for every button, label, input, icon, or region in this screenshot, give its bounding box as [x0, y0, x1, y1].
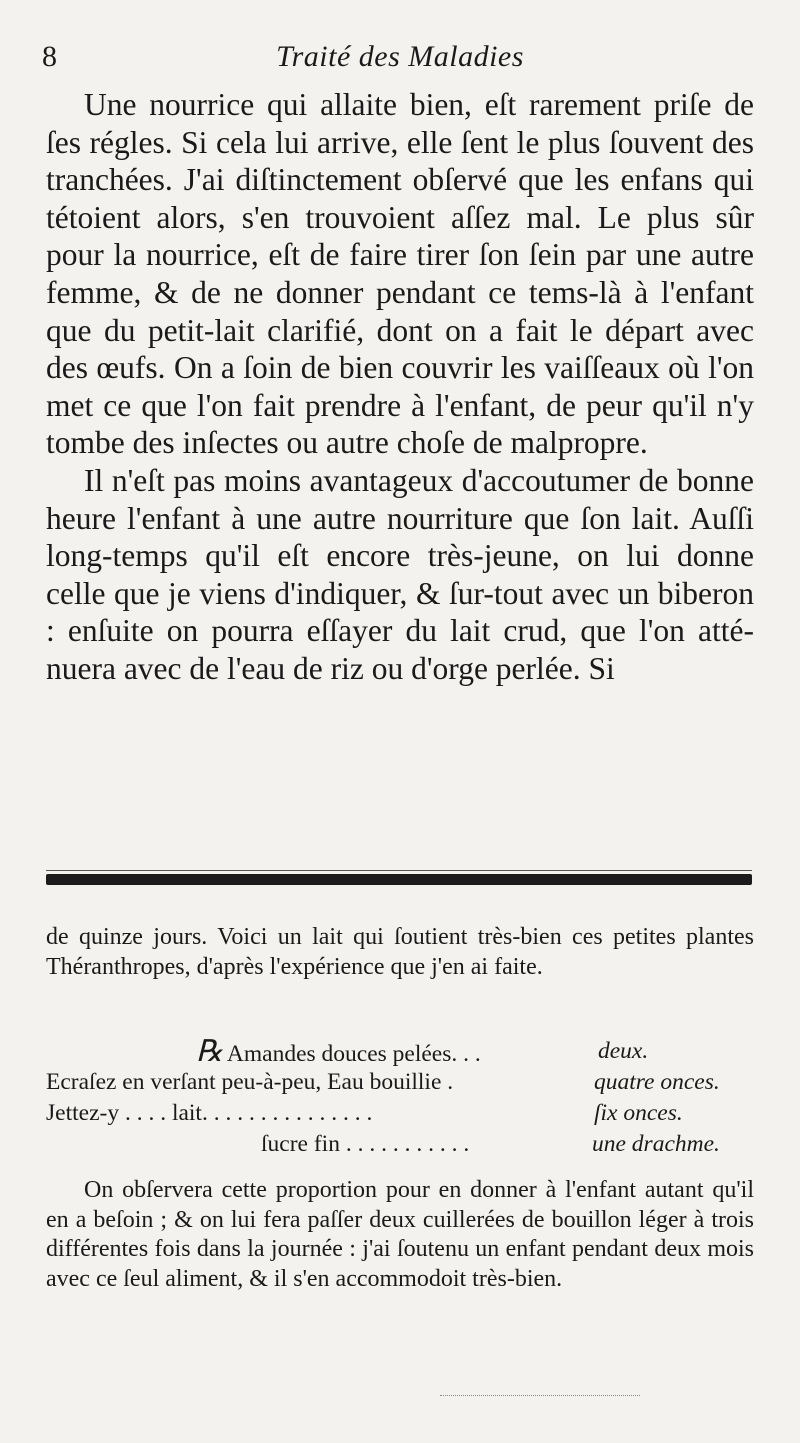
recipe-qty: deux.	[598, 1038, 649, 1064]
recipe-row-3	[46, 1098, 756, 1129]
recipe-row-2	[46, 1067, 756, 1098]
footnote-continued	[46, 1176, 754, 1294]
recipe	[46, 1036, 756, 1160]
recipe-label: ſucre fin . . . . . . . . . . .	[261, 1131, 470, 1157]
recipe-qty: ſix onces.	[594, 1100, 683, 1126]
recipe-label: Amandes douces pelées. . .	[226, 1041, 481, 1067]
footnote-rule	[46, 874, 752, 885]
footnote-continued-text: On obſervera cette proportion pour en donner à l'enfant autant qu'il en a beſoin ; & on lui fera paſſer deux cuillerées de bouillon léger à trois différentes fois dans la journée : j'ai ſoutenu un enfant pendant deux mois avec ce ſeul aliment, & il s'en accommodoit très-bien.	[46, 1177, 754, 1292]
main-text	[46, 86, 754, 688]
footnote-rule-thin	[46, 870, 752, 871]
recipe-label: Jettez-y . . . . lait. . . . . . . . . . . . . . .	[46, 1100, 373, 1126]
bottom-rule	[440, 1395, 640, 1397]
recipe-row-1	[46, 1036, 756, 1067]
footnote	[46, 923, 754, 982]
running-title: Traité des Maladies	[276, 40, 524, 73]
recipe-row-4	[46, 1129, 756, 1160]
footnote-text: de quinze jours. Voici un lait qui ſoutient très-bien ces petites plantes Théranthropes, d'après l'expérience que j'en ai faite.	[46, 924, 754, 980]
recipe-qty: quatre onces.	[594, 1069, 720, 1095]
recipe-qty: une drachme.	[592, 1131, 720, 1157]
running-head	[40, 40, 760, 80]
recipe-symbol-icon: ℞	[196, 1035, 223, 1068]
paragraph-1: Une nourrice qui allaite bien, eſt rarement priſe de ſes régles. Si cela lui arrive, elle ſent le plus ſouvent des tranchées. J'ai diſtinctement obſervé que les enfans qui tétoient alors, s'en trouvoient aſſez mal. Le plus sûr pour la nourrice, eſt de faire tirer ſon ſein par une autre femme, & de ne donner pendant ce tems-là à l'enfant que du petit-lait clarifié, dont on a fait le départ avec des œufs. On a ſoin de bien couvrir les vaiſſeaux où l'on met ce que l'on fait prendre à l'enfant, de peur qu'il n'y tombe des inſectes ou autre choſe de malpropre.	[46, 87, 754, 461]
page-number: 8	[42, 40, 57, 73]
paragraph-2: Il n'eſt pas moins avantageux d'accoutumer de bonne heure l'enfant à une autre nourriture que ſon lait. Auſſi long-temps qu'il eſt encore très-jeune, on lui donne celle que je viens d'indiquer, & ſur-tout avec un biberon : enſuite on pourra eſſayer du lait crud, que l'on atténuera avec de l'eau de riz ou d'orge perlée. Si	[46, 462, 754, 686]
recipe-label: Ecraſez en verſant peu-à-peu, Eau bouillie .	[46, 1069, 454, 1095]
